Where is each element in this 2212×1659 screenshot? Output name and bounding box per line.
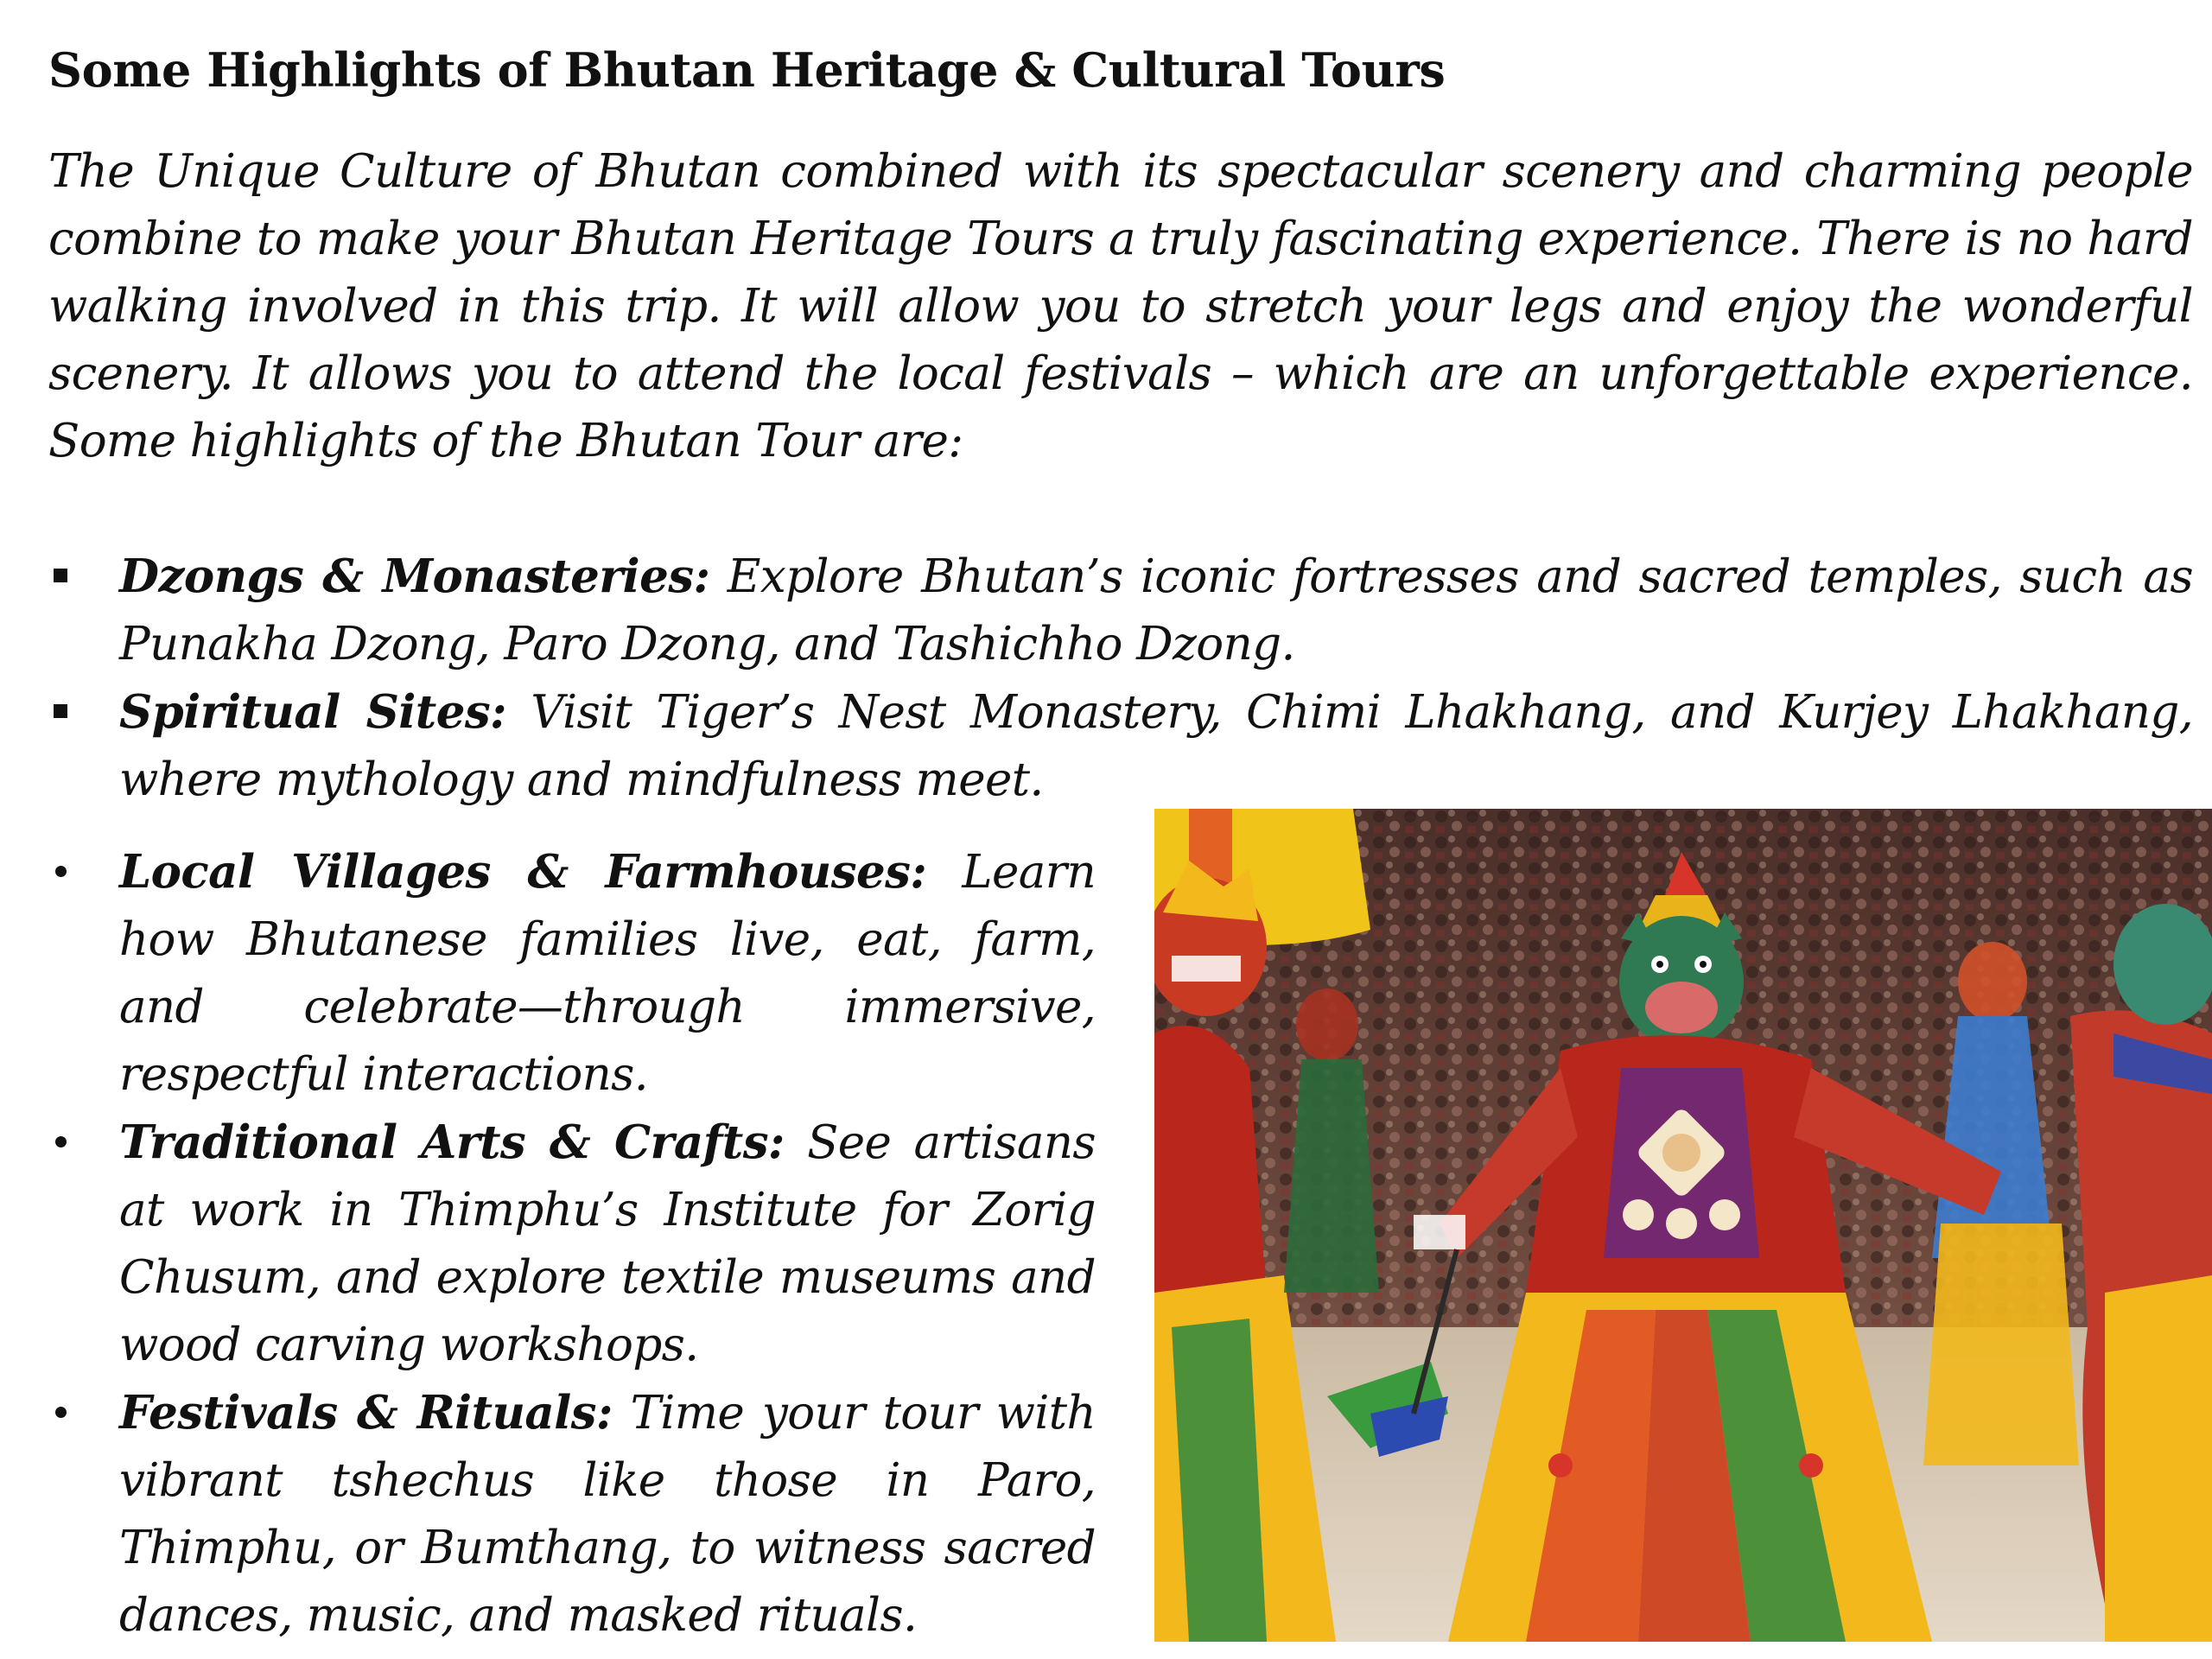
highlight-text: Learn how Bhutanese families live, eat, farm, and celebrate—through immersive, respectful interactions. [119, 846, 1096, 1101]
highlight-term: Traditional Arts & Crafts: [119, 1116, 785, 1169]
highlight-text: Time your tour with vibrant tshechus like those in Paro, Thimphu, or Bumthang, to witness sacred dances, music, and masked rituals. [119, 1387, 1096, 1642]
list-item [48, 1109, 1096, 1379]
list-item [48, 543, 2193, 678]
highlight-text: Visit Tiger’s Nest Monastery, Chimi Lhakhang, and Kurjey Lhakhang, where mythology and mindfulness meet. [119, 686, 2193, 806]
list-item [48, 1379, 1096, 1649]
list-item [48, 838, 1096, 1109]
masked-festival-dancers-photo [1154, 809, 2212, 1642]
highlights-list-bottom [48, 838, 1096, 1649]
highlight-text: Explore Bhutan’s iconic fortresses and sacred temples, such as Punakha Dzong, Paro Dzong, and Tashichho Dzong. [119, 550, 2193, 671]
highlight-text: See artisans at work in Thimphu’s Institute for Zorig Chusum, and explore textile museums and wood carving workshops. [119, 1116, 1096, 1371]
page-heading: Some Highlights of Bhutan Heritage & Cultural Tours [48, 42, 1446, 98]
highlight-term: Local Villages & Farmhouses: [119, 845, 927, 899]
highlight-term: Festivals & Rituals: [119, 1386, 613, 1440]
highlight-term: Spiritual Sites: [119, 685, 507, 739]
highlight-term: Dzongs & Monasteries: [119, 550, 710, 603]
highlights-list-top [48, 543, 2193, 814]
intro-paragraph: The Unique Culture of Bhutan combined with its spectacular scenery and charming people combine to make your Bhutan Heritage Tours a truly fascinating experience. There is no hard walking involved in this trip. It will allow you to stretch your legs and enjoy the wonderful scenery. It allows you to attend the local festivals – which are an unforgettable experience. Some highlights of the Bhutan Tour are: [48, 145, 2193, 467]
list-item [48, 678, 2193, 814]
